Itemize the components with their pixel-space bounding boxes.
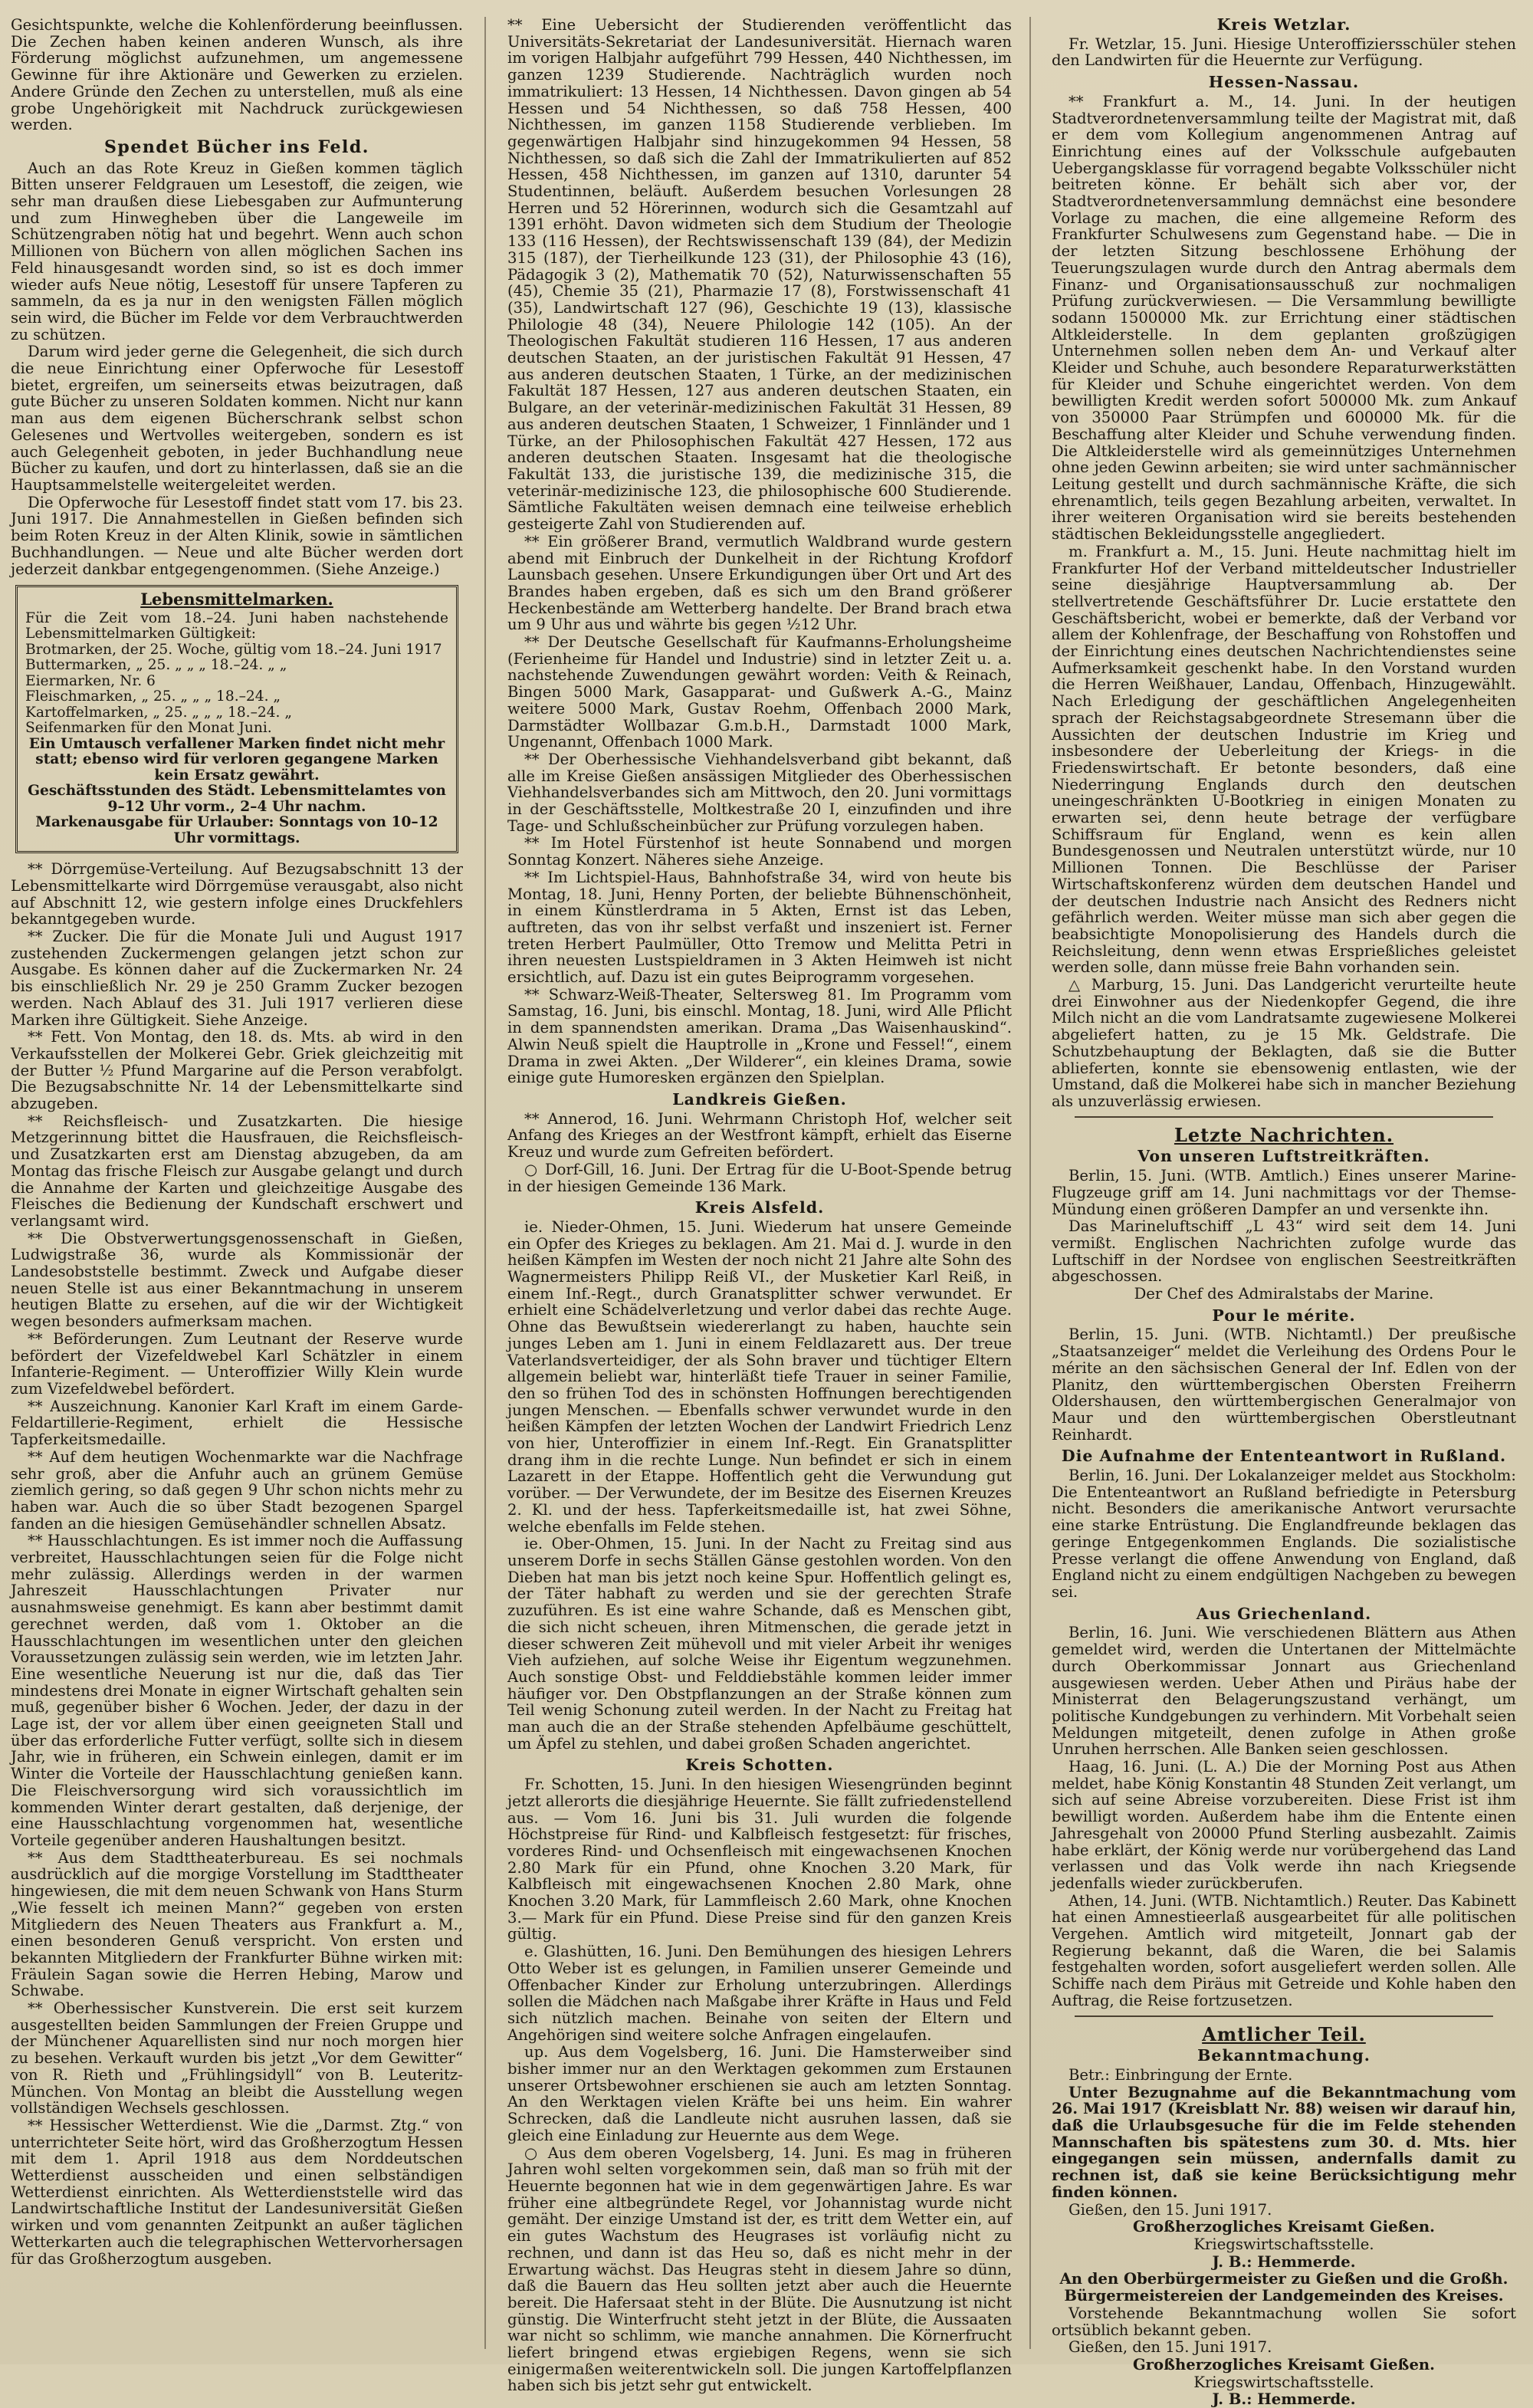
box-row: Buttermarken, „ 25. „ „ „ 18.–24. „ „ [25, 657, 287, 674]
news-item: ○ Aus dem oberen Vogelsberg, 14. Juni. Es mag in früheren Jahren wohl selten vorgekommen sein, daß man so früh mit der Heuernte begonnen hat wie in dem gegenwärtigen Jahre. Es war früher eine altbegründete Regel, vor Johannistag wurde nicht gemäht. Der einzige Umstand ist der, es tritt dem Wetter ein, auf ein gutes Wachstum des Heugrases ist vorläufig nicht zu rechnen, und dann ist das Heu so, daß es nicht mehr in der Erwartung wächst. Das Heugras steht in diesem Jahre so dünn, daß die Bauern das Heu sollten jetzt aber auch die Heuernte bereit. Die Hafersaat steht in der Blüte. Die Ausnutzung ist nicht günstig. Die Winterfrucht steht jetzt in der Blüte, die Aussaaten war nicht so schlimm, wie manche annahmen. Die Körnerfrucht liefert bringend etwas ergiebigen Regens, wenn sie sich einigermaßen weiterentwickeln soll. Die jungen Kartoffelpflanzen haben sich bis jetzt sehr gut entwickelt. [507, 2144, 1012, 2395]
paragraph: Die Opferwoche für Lesestoff findet statt vom 17. bis 23. Juni 1917. Die Annahmestellen in Gießen befinden sich beim Roten Kreuz in der Alten Klinik, sowie in sämtlichen Buchhandlungen. — Neue und alte Bücher werden dort jederzeit dankbar entgegengenommen. (Siehe Anzeige.) [11, 493, 463, 578]
announcement-date: Gießen, den 15. Juni 1917. [1069, 2338, 1272, 2357]
heading-landkreis: Landkreis Gießen. [672, 1090, 847, 1109]
signature: J. B.: Hemmerde. [1212, 2390, 1356, 2408]
heading-books: Spendet Bücher ins Feld. [104, 136, 369, 157]
heading-latest-news: Letzte Nachrichten. [1174, 1123, 1394, 1146]
box-office-sunday: Markenausgabe für Urlauber: Sonntags von 10–12 Uhr vormittags. [35, 814, 438, 846]
box-row: Brotmarken, der 25. Woche, gültig vom 18.–24. Juni 1917 [25, 641, 442, 658]
box-row: Kartoffelmarken, „ 25. „ „ „ 18.–24. „ [25, 704, 292, 721]
heading-alsfeld: Kreis Alsfeld. [694, 1198, 825, 1217]
news-item: △ Marburg, 15. Juni. Das Landgericht verurteilte heute drei Einwohner aus der Niedenkopfer Gegend, die ihre Milch nicht an die vom Landratsamte zugewiesene Molkerei abgeliefert hatten, zu je 15 Mk. Geldstrafe. Die Schutzbehauptung der Beklagten, daß sie die Butter ablieferten, konnte sie ebensowenig entlasten, wie der Umstand, daß die Molkerei habe sich in mancher Beziehung als unzuverlässig erwiesen. [1052, 976, 1516, 1110]
heading-announcement: Bekanntmachung. [1197, 2046, 1371, 2065]
news-item: ** Dörrgemüse-Verteilung. Auf Bezugsabschnitt 13 der Lebensmittelkarte wird Dörrgemüse verausgabt, also nicht auf Abschnitt 12, wie gestern infolge eines Druckfehlers bekanntgegeben wurde. [11, 860, 463, 928]
news-item: Fr. Schotten, 15. Juni. In den hiesigen Wiesengründen beginnt jetzt allerorts die diesjährige Heuernte. Sie fällt zufriedenstellend aus. — Vom 16. Juni bis 31. Juli wurden die folgende Höchstpreise für Rind- und Kalbfleisch festgesetzt: für frisches, vorderes Rind- und Ochsenfleisch mit eingewachsenen Knochen 2.80 Mark für ein Pfund, ohne Knochen 3.20 Mark, für Kalbfleisch mit eingewachsenen Knochen 2.80 Mark, ohne Knochen 3.20 Mark, für Lammfleisch 2.60 Mark, ohne Knochen 3.— Mark für ein Pfund. Diese Preise sind für den ganzen Kreis gültig. [507, 1776, 1012, 1943]
signature: Großherzogliches Kreisamt Gießen. [1133, 2218, 1435, 2236]
news-item: ** Schwarz-Weiß-Theater, Seltersweg 81. Im Programm vom Samstag, 16. Juni, bis einschl. Montag, 18. Juni, wird Alle Pflicht in dem spannendsten amerikan. Drama „Das Waisenhauskind“. Alwin Neuß spielt die Hauptrolle in „Krone und Fessel!“, einem Drama in zwei Akten. „Der Wilderer“, ein kleines Drama, sowie einige gute Humoresken ergänzen den Spielplan. [507, 985, 1012, 1087]
news-item: Berlin, 15. Juni. (WTB. Nichtamtl.) Der preußische „Staatsanzeiger“ meldet die Verleihung des Ordens Pour le mérite an den sächsischen General der Inf. Edlen von der Planitz, den württembergischen Obersten Freiherrn Oldershausen, den württembergischen Generalmajor von Maur und den württembergischen Oberstleutnant Reinhardt. [1052, 1326, 1516, 1444]
box-row: Seifenmarken für den Monat Juni. [25, 720, 272, 737]
news-item: m. Frankfurt a. M., 15. Juni. Heute nachmittag hielt im Frankfurter Hof der Verband mitteldeutscher Industrieller seine diesjährige Hauptversammlung ab. Der stellvertretende Geschäftsführer Dr. Lucie erstattete den Geschäftsbericht, wobei er bemerkte, daß der Verband vor allem der Kohlenfrage, der Beschaffung von Rohstoffen und der Einrichtung eines deutschen Nachrichtendienstes seine Aufmerksamkeit geschenkt habe. In den Vorstand wurden die Herren Weißhauer, Landau, Offenbach, Hinzugewählt. Nach Erledigung der geschäftlichen Angelegenheiten sprach der Reichstagsabgeordnete Stresemann über die Aussichten der deutschen Industrie im Krieg und insbesondere der Ueberleitung der Kriegs- in die Friedenswirtschaft. Er betonte besonders, daß eine Niederringung Englands durch den deutschen uneingeschränkten U-Bootkrieg in einigen Monaten zu erwarten sei, denn heute betrage der verfügbare Schiffsraum für England, wenn es kein allen Bundesgenossen und Neutralen unterstützt würde, nur 10 Millionen Tonnen. Die Beschlüsse der Pariser Wirtschaftskonferenz würden dem deutschen Handel und der deutschen Industrie nach Ansicht des Redners nicht gefährlich werden. Weiter müsse man sich aber gegen die beabsichtigte Monopolisierung des Handels durch die Reichsleitung, denn wenn etwas Ersprießliches geleistet werden solle, dann müsse freie Bahn vorhanden sein. [1052, 542, 1516, 977]
news-item: ** Eine Uebersicht der Studierenden veröffentlicht das Universitäts-Sekretariat der Landesuniversität. Hiernach waren im vorigen Halbjahr aufgeführt 799 Hessen, 440 Nichthessen, im ganzen 1239 Studierende. Nachträglich wurden noch immatrikuliert: 13 Hessen, 14 Nichthessen. Davon gingen ab 54 Hessen und 54 Nichthessen, so daß 758 Hessen, 400 Nichthessen, im ganzen 1158 Studierende verblieben. Im gegenwärtigen Halbjahr sind hinzugekommen 94 Hessen, 58 Nichthessen, so daß sich die Zahl der Immatrikulierten auf 852 Hessen, 458 Nichthessen, im ganzen auf 1310, darunter 54 Studentinnen, beläuft. Außerdem besuchen Vorlesungen 28 Herren und 52 Hörerinnen, wodurch sich die Gesamtzahl auf 1391 erhöht. Davon widmeten sich dem Studium der Theologie 133 (116 Hessen), der Rechtswissenschaft 139 (84), der Medizin 315 (187), der Tierheilkunde 123 (31), der Philosophie 43 (16), Pädagogik 3 (2), Mathematik 70 (52), Naturwissenschaften 55 (45), Chemie 35 (21), Pharmazie 17 (8), Forstwissenschaft 41 (35), Landwirtschaft 127 (96), Geschichte 19 (13), klassische Philologie 48 (34), Neuere Philologie 142 (105). An der Theologischen Fakultät studieren 116 Hessen, 17 aus anderen deutschen Staaten, an der juristischen Fakultät 91 Hessen, 47 aus anderen deutschen Staaten, 1 Türke, an der medizinischen Fakultät 187 Hessen, 127 aus anderen deutschen Staaten, ein Bulgare, an der veterinär-medizinischen Fakultät 31 Hessen, 89 aus anderen deutschen Staaten, 1 Schweizer, 1 Finnländer und 1 Türke, an der Philosophischen Fakultät 427 Hessen, 172 aus anderen deutschen Staaten. Insgesamt hat die theologische Fakultät 133, die juristische 139, die medizinische 315, die veterinär-medizinische 123, die philosophische 600 Studierende. Sämtliche Fakultäten weisen demnach eine teilweise erheblich gesteigerte Zahl von Studierenden auf. [507, 16, 1012, 534]
news-item: ie. Nieder-Ohmen, 15. Juni. Wiederum hat unsere Gemeinde ein Opfer des Krieges zu beklagen. Am 21. Mai d. J. wurde in den heißen Kämpfen im Westen der noch nicht 21 Jahre alte Sohn des Wagnermeisters Philipp Reiß VI., der Musketier Karl Reiß, in einem Inf.-Regt., durch Granatsplitter schwer verwundet. Er erhielt eine Schädelverletzung und verlor dabei das rechte Auge. Ohne das Bewußtsein wiedererlangt zu haben, hauchte sein junges Leben am 1. Juni in einem Feldlazarett aus. Der treue Vaterlandsverteidiger, der als Sohn braver und tüchtiger Eltern allgemein beliebt war, hinterläßt tiefe Trauer in seiner Familie, den so frühen Tod des in schönsten Hoffnungen berechtigenden jungen Menschen. — Ebenfalls schwer verwundet wurde in den heißen Kämpfen der letzten Wochen der Landwirt Friedrich Lenz von hier, Unteroffizier in einem Inf.-Regt. Ein Granatsplitter drang ihm in die rechte Lunge. Nun befindet er sich in einem Lazarett in der Etappe. Hoffentlich geht die Verwundung gut vorüber. — Der Verwundete, der im Besitze des Eisernen Kreuzes 2. Kl. und der hess. Tapferkeitsmedaille ist, hat zwei Söhne, welche ebenfalls im Felde stehen. [507, 1217, 1012, 1536]
news-item: ** Ein größerer Brand, vermutlich Waldbrand wurde gestern abend mit Einbruch der Dunkelheit in der Richtung Krofdorf Launsbach gesehen. Unsere Erkundigungen über Ort und Art des Brandes haben ergeben, daß es sich um den Brand größerer Heckenbestände am Wetterberg handelte. Der Brand brach etwa um 9 Uhr aus und währte bis gegen ½12 Uhr. [507, 532, 1012, 634]
section-divider [1075, 2015, 1493, 2017]
news-item: Berlin, 16. Juni. Der Lokalanzeiger meldet aus Stockholm: Die Ententeantwort an Rußland befriedigte in Petersburg nicht. Besonders die amerikanische Antwort verursachte eine starke Entrüstung. Die Englandfreunde beklagen das geringe Entgegenkommen Englands. Die sozialistische Presse verlangt die offene Anwendung von England, daß England nicht zu einem endgültigen Nachgeben zu bewegen sei. [1052, 1467, 1516, 1601]
announcement-date: Gießen, den 15. Juni 1917. [1069, 2200, 1272, 2219]
news-item: ** Hessischer Wetterdienst. Wie die „Darmst. Ztg.“ von unterrichteter Seite hört, wird das Großherzogtum Hessen mit dem 1. April 1918 aus dem Norddeutschen Wetterdienst ausscheiden und einen selbständigen Wetterdienst einrichten. Als Wetterdienststelle wird das Landwirtschaftliche Institut der Landesuniversität Gießen wirken und vom genannten Zeitpunkt an außer täglichen Wetterkarten auch die telegraphischen Wettervorhersagen für das Großherzogtum ausgeben. [11, 2116, 463, 2268]
box-row: Eiermarken, Nr. 6 [25, 672, 156, 689]
heading-greece: Aus Griechenland. [1196, 1604, 1372, 1623]
column-left [11, 17, 463, 2349]
news-item: ** Zucker. Die für die Monate Juli und August 1917 zustehenden Zuckermengen gelangen jetzt schon zur Ausgabe. Es können daher auf die Zuckermarken Nr. 24 bis einschließlich Nr. 29 je 250 Gramm Zucker bezogen werden. Nach Ablauf des 31. Juli 1917 verlieren diese Marken ihre Gültigkeit. Siehe Anzeige. [11, 928, 463, 1029]
news-item: ** Auf dem heutigen Wochenmarkte war die Nachfrage sehr groß, aber die Anfuhr auch an grünem Gemüse ziemlich gering, so daß gegen 9 Uhr schon nichts mehr zu haben war. Auch die so über Stadt bezogenen Spargel fanden an die hiesigen Gemüsehändler schnellen Absatz. [11, 1447, 463, 1533]
paragraph: Darum wird jeder gerne die Gelegenheit, die sich durch die neue Einrichtung einer Opferwoche für Lesestoff bietet, ergreifen, um seinerseits etwas beizutragen, daß gute Bücher zu unseren Soldaten kommen. Nicht nur kann man aus dem eigenen Bücherschrank selbst schon Gelesenes und Wertvolles weitergeben, sondern es ist auch Gelegenheit geboten, in jeder Buchhandlung neue Bücher zu kaufen, und dort zu hinterlassen, daß sie an die Hauptsammelstelle weitergeleitet werden. [11, 343, 463, 494]
news-item: ** Hausschlachtungen. Es ist immer noch die Auffassung verbreitet, Hausschlachtungen seien für die Folge nicht mehr zulässig. Allerdings werden in der warmen Jahreszeit Hausschlachtungen Privater nur ausnahmsweise genehmigt. Es kann aber bestimmt damit gerechnet werden, daß vom 1. Oktober an die Hausschlachtungen im wesentlichen unter den gleichen Voraussetzungen zulässig sein werden, wie im letzten Jahr. Eine wesentliche Neuerung ist nur die, daß das Tier mindestens drei Monate in eigner Wirtschaft gehalten sein muß, gegenüber bisher 6 Wochen. Jeder, der dazu in der Lage ist, der vor allem über einen geeigneten Stall und über das erforderliche Futter verfügt, sollte sich in diesem Jahr, wie in früheren, ein Schwein einlegen, damit er im Winter die Vorteile der Hausschlachtung genießen kann. Die Fleischversorgung wird sich voraussichtlich im kommenden Winter derart gestalten, daß derjenige, der eine Hausschlachtung vorgenommen hat, wesentliche Vorteile gegenüber anderen Haushaltungen besitzt. [11, 1532, 463, 1849]
news-item: ** Reichsfleisch- und Zusatzkarten. Die hiesige Metzgerinnung bittet die Hausfrauen, die Reichsfleisch- und Zusatzkarten erst am Dienstag abzugeben, da am Montag das frische Fleisch zur Ausgabe gelangt und durch die Annahme der Karten und gleichzeitige Ausgabe des Fleisches die Bedienung der Kundschaft erschwert und verlangsamt wird. [11, 1112, 463, 1230]
news-item: ** Oberhessischer Kunstverein. Die erst seit kurzem ausgestellten beiden Sammlungen der Freien Gruppe und der Münchener Aquarellisten sind nur noch morgen hier zu besehen. Verkauft wurden bis jetzt „Vor dem Gewitter“ von R. Rieth und „Frühlingsidyll“ von B. Leuteritz-München. Von Montag an bleibt die Ausstellung wegen vollständigen Wechsels geschlossen. [11, 1999, 463, 2117]
column-middle [507, 16, 1012, 2395]
section-divider [1075, 1116, 1493, 1118]
news-item: e. Glashütten, 16. Juni. Den Bemühungen des hiesigen Lehrers Otto Weber ist es gelungen, in Familien unserer Gemeinde und Offenbacher Kinder zur Erholung unterzubringen. Allerdings sollen die Mädchen nach Maßgabe ihrer Kräfte in Haus und Feld sich nützlich machen. Beinahe von seiten der Eltern und Angehörigen sind weitere solche Anfragen eingelaufen. [507, 1943, 1012, 2044]
box-note: Ein Umtausch verfallener Marken findet nicht mehr statt; ebenso wird für verloren gegangene Marken kein Ersatz gewährt. [28, 735, 445, 784]
box-office: Geschäftsstunden des Städt. Lebensmittelamtes von 9–12 Uhr vorm., 2–4 Uhr nachm. [28, 783, 446, 815]
box-title: Lebensmittelmarken. [140, 590, 333, 609]
article-intro: Gesichtspunkte, welche die Kohlenförderung beeinflussen. Die Zechen haben keinen anderen Wunsch, als ihre Förderung möglichst aufzunehmen, um angemessene Gewinne für ihre Aktionäre und Gewerken zu erzielen. Andere Gründe den Zechen zu unterstellen, muß als eine grobe Ungehörigkeit mit Nachdruck zurückgewiesen werden. [11, 16, 463, 134]
signature: Großherzogliches Kreisamt Gießen. [1133, 2355, 1435, 2374]
signature: Kriegswirtschaftsstelle. [1193, 2236, 1374, 2253]
heading-official: Amtlicher Teil. [1202, 2022, 1366, 2045]
news-item: Fr. Wetzlar, 15. Juni. Hiesige Unteroffiziersschüler stehen den Landwirten für die Heuernte zur Verfügung. [1052, 34, 1516, 70]
news-item: Das Marineluftschiff „L 43“ wird seit dem 14. Juni vermißt. Englischen Nachrichten zufolge wurde das Luftschiff in der Nordsee von englischen Seestreitkräften abgeschossen. [1052, 1217, 1516, 1286]
box-row: Fleischmarken, „ 25. „ „ „ 18.–24. „ [25, 688, 281, 705]
news-item: ** Der Oberhessische Viehhandelsverband gibt bekannt, daß alle im Kreise Gießen ansässigen Mitglieder des Oberhessischen Viehhandelsverbandes sich am Mittwoch, den 20. Juni vormittags in der Geschäftsstelle, Moltkestraße 20 I, einzufinden und ihre Tage- und Schlußscheinbücher zur Prüfung vorzulegen haben. [507, 750, 1012, 835]
column-rule [484, 17, 486, 2349]
signature: J. B.: Hemmerde. [1212, 2252, 1356, 2271]
heading-wetzlar: Kreis Wetzlar. [1216, 15, 1351, 34]
heading-entente: Die Aufnahme der Ententeantwort in Rußland. [1061, 1447, 1507, 1466]
news-item: Berlin, 16. Juni. Wie verschiedenen Blättern aus Athen gemeldet wird, werden die Untertanen der Mittelmächte durch Oberkommissar Jonnart aus Griechenland ausgewiesen werden. Ueber Athen und Piräus habe der Ministerrat den Belagerungszustand verhängt, um politische Kundgebungen zu verhindern. Mit Vorbehalt seien Meldungen mitgeteilt, denen zufolge in Athen große Unruhen herrschen. Alle Banken seien geschlossen. [1052, 1624, 1516, 1759]
news-item: ** Der Deutsche Gesellschaft für Kaufmanns-Erholungsheime (Ferienheime für Handel und Industrie) sind in letzter Zeit u. a. nachstehende Zuwendungen gewährt worden: Veith & Reinach, Bingen 5000 Mark, Gasapparat- und Gußwerk A.-G., Mainz weitere 5000 Mark, Gustav Roehm, Offenbach 2000 Mark, Darmstädter Wollbazar G.m.b.H., Darmstadt 1000 Mark, Ungenannt, Offenbach 1000 Mark. [507, 633, 1012, 751]
news-item: Haag, 16. Juni. (L. A.) Die der Morning Post aus Athen meldet, habe König Konstantin 48 Stunden Zeit verlangt, um sich auf seine Abreise vorzubereiten. Diese Frist ist ihm bewilligt worden. Außerdem habe ihm die Entente einen Jahresgehalt von 20000 Pfund Sterling ausbezahlt. Zaimis habe erklärt, der König werde nur vorübergehend das Land verlassen und das Volk werde ihn nach Kriegsende jedenfalls wieder zurückberufen. [1052, 1758, 1516, 1892]
box-intro: Für die Zeit vom 18.–24. Juni haben nachstehende Lebensmittelmarken Gültigkeit: [25, 609, 448, 642]
news-item: ** Auszeichnung. Kanonier Karl Kraft im einem Garde-Feldartillerie-Regiment, erhielt die Hessische Tapferkeitsmedaille. [11, 1397, 463, 1449]
heading-pour-le-merite: Pour le mérite. [1212, 1306, 1356, 1325]
announcement-subject: Betr.: Einbringung der Ernte. [1069, 2065, 1293, 2084]
news-item: ** Im Lichtspiel-Haus, Bahnhofstraße 34, wird von heute bis Montag, 18. Juni, Henny Porten, der beliebte Bühnenschönheit, in einem Künstlerdrama in 5 Akten, Ernst ist das Leben, auftreten, das von ihr selbst verfaßt und inszeniert ist. Ferner treten Herbert Paulmüller, Otto Tremow und Melitta Petri in ihren neuesten Lustspieldramen in 3 Akten Heimweh ist nicht ersichtlich, auf. Dazu ist ein gutes Beiprogramm vorgesehen. [507, 868, 1012, 987]
news-item: ** Fett. Von Montag, den 18. ds. Mts. ab wird in den Verkaufsstellen der Molkerei Gebr. Griek gleichzeitig mit der Butter ½ Pfund Margarine auf die Person verabfolgt. Die Bezugsabschnitte Nr. 14 der Lebensmittelkarte sind abzugeben. [11, 1028, 463, 1113]
news-item: ** Die Obstverwertungsgenossenschaft in Gießen, Ludwigstraße 36, wurde als Kommissionär der Landesobststelle bestimmt. Zweck und Aufgabe dieser neuen Stelle ist aus einer Bekanntmachung in unserem heutigen Blatte zu ersehen, auf die wir der Wichtigkeit wegen besonders aufmerksam machen. [11, 1229, 463, 1331]
news-item: ie. Ober-Ohmen, 15. Juni. In der Nacht zu Freitag sind aus unserem Dorfe in sechs Ställen Gänse gestohlen worden. Von den Dieben hat man bis jetzt noch keine Spur. Hoffentlich gelingt es, der Täter habhaft zu werden und sie der gerechten Strafe zuzuführen. Es ist eine wahre Schande, daß es Menschen gibt, die sich nicht scheuen, ihren Mitmenschen, die gerade jetzt in dieser schweren Zeit mühevoll und mit vieler Arbeit ihr weniges Vieh aufziehen, auf solche Weise ihr Eigentum wegzunehmen. Auch sonstige Obst- und Felddiebstähle kommen leider immer häufiger vor. Den Obstpflanzungen an der Straße können zum Teil wenig Schonung zuteil werden. In der Nacht zu Freitag hat man auch die an der Straße stehenden Apfelbäume geschüttelt, um Äpfel zu stehlen, und dabei großen Schaden angerichtet. [507, 1535, 1012, 1753]
column-right [1052, 15, 1516, 2408]
news-item: ** Annerod, 16. Juni. Wehrmann Christoph Hof, welcher seit Anfang des Krieges an der Westfront kämpft, erhielt das Eiserne Kreuz und wurde zum Gefreiten befördert. [507, 1109, 1012, 1161]
heading-hessen-nassau: Hessen-Nassau. [1208, 73, 1360, 92]
news-item: ** Frankfurt a. M., 14. Juni. In der heutigen Stadtverordnetenversammlung teilte der Magistrat mit, daß er dem vom Kollegium angenommenen Antrag auf Einrichtung eines auf der Volksschule aufgebauten Uebergangsklasse für vorragend begabte Volksschüler nicht beitreten könne. Er behält sich aber vor, der Stadtverordnetenversammlung demnächst eine besondere Vorlage zu machen, die eine allgemeine Reform des Frankfurter Schulwesens zum Gegenstand habe. — Die in der letzten Sitzung beschlossene Erhöhung der Teuerungszulagen wurde durch den Antrag abermals dem Finanz- und Organisationsausschuß zur nochmaligen Prüfung zurückverwiesen. — Die Versammlung bewilligte sodann 1500000 Mk. zur Errichtung einer städtischen Altkleiderstelle. In dem geplanten großzügigen Unternehmen sollen neben dem An- und Verkauf alter Kleider und Schuhe, auch besondere Reparaturwerkstätten für Kleider und Schuhe eingerichtet werden. Von dem bewilligten Kredit werden sofort 500000 Mk. zum Ankauf von 350000 Paar Strümpfen und 600000 Mk. für die Beschaffung alter Kleider und Schuhe verwendung finden. Die Altkleiderstelle wird als gemeinnütziges Unternehmen ohne jeden Gewinn arbeiten; sie wird unter sachmännischer Leitung gestellt und durch sachmännische Kräfte, die sich ehrenamtlich, teils gegen Bezahlung arbeiten, verwaltet. In ihrer weiteren Organisation wird sie bereits bestehenden städtischen Bekleidungsstelle angegliedert. [1052, 92, 1516, 544]
news-item: ** Im Hotel Fürstenhof ist heute Sonnabend und morgen Sonntag Konzert. Näheres siehe Anzeige. [507, 834, 1012, 869]
ration-cards-box [15, 585, 458, 853]
news-item: ○ Dorf-Gill, 16. Juni. Der Ertrag für die U-Boot-Spende betrug in der hiesigen Gemeinde 136 Mark. [507, 1160, 1012, 1195]
paragraph: Auch an das Rote Kreuz in Gießen kommen täglich Bitten unserer Feldgrauen um Lesestoff, die zeigen, wie sehr man draußen diese Liebesgaben zur Aufmunterung und zum Hinwegheben über die Langeweile im Schützengraben nötig hat und begehrt. Wenn auch schon Millionen von Büchern von allen möglichen Sachen ins Feld hinausgesandt worden sind, so ist es doch immer wieder aufs Neue nötig, Lesestoff für unsere Tapferen zu sammeln, da es ja nur in den wenigsten Fällen möglich sein wird, die Bücher im Felde vor dem Verbrauchtwerden zu schützen. [11, 159, 463, 343]
news-item: ** Beförderungen. Zum Leutnant der Reserve wurde befördert der Vizefeldwebel Karl Schätzler in einem Infanterie-Regiment. — Unteroffizier Willy Klein wurde zum Vizefeldwebel befördert. [11, 1329, 463, 1398]
heading-schotten: Kreis Schotten. [685, 1756, 834, 1775]
signature: Kriegswirtschaftsstelle. [1193, 2373, 1374, 2391]
column-rule [1029, 17, 1031, 2349]
news-item: Athen, 14. Juni. (WTB. Nichtamtlich.) Reuter. Das Kabinett hat einen Amnestieerlaß ausgearbeitet für alle politischen Vergehen. Amtlich wird mitgeteilt, Jonnart gab der Regierung bekannt, daß die Waren, die bei Salamis festgehalten worden, sofort ausgeliefert werden sollen. Alle Schiffe nach dem Piräus mit Getreide und Kohle haben den Auftrag, die Reise fortzusetzen. [1052, 1891, 1516, 2009]
news-item: ** Aus dem Stadttheaterbureau. Es sei nochmals ausdrücklich auf die morgige Vorstellung im Stadttheater hingewiesen, die mit dem neuen Schwank von Hans Sturm „Wie fesselt ich meinen Mann?“ gegeben von ersten Mitgliedern des Neuen Theaters aus Frankfurt a. M., einen besonderen Genuß verspricht. Von ersten und bekannten Mitgliedern der Frankfurter Bühne wirken mit: Fräulein Sagan sowie die Herren Hebing, Marow und Schwabe. [11, 1848, 463, 2000]
announcement-text: Vorstehende Bekanntmachung wollen Sie sofort ortsüblich bekannt geben. [1052, 2304, 1516, 2339]
announcement-text: Unter Bezugnahme auf die Bekanntmachung vom 26. Mai 1917 (Kreisblatt Nr. 88) weisen wir darauf hin, daß die Urlaubsgesuche für die im Felde stehenden Mannschaften bis spätestens zum 30. d. Mts. hier eingegangen sein müssen, andernfalls damit zu rechnen ist, daß sie keine Berücksichtigung mehr finden können. [1052, 2083, 1516, 2201]
signature: Der Chef des Admiralstabs der Marine. [1134, 1285, 1434, 1303]
news-item: up. Aus dem Vogelsberg, 16. Juni. Die Hamsterweiber sind bisher immer nur an den Werktagen gekommen zum Erstaunen unserer Ortsbewohner erschienen sie auch am letzten Sonntag. An den Werktagen vielen Kräfte bei uns heim. Ein wahrer Schrecken, daß die Landleute nicht ausruhen lassen, daß sie gleich eine Einladung zur Heuernte aus dem Wege. [507, 2043, 1012, 2144]
heading-air-forces: Von unseren Luftstreitkräften. [1137, 1147, 1430, 1166]
announcement-address: An den Oberbürgermeister zu Gießen und die Großh. Bürgermeistereien der Landgemeinden des Kreises. [1059, 2270, 1508, 2305]
news-item: Berlin, 15. Juni. (WTB. Amtlich.) Eines unserer Marine-Flugzeuge griff am 14. Juni nachmittags vor der Themse-Mündung einen größeren Dampfer an und versenkte ihn. [1052, 1167, 1516, 1218]
